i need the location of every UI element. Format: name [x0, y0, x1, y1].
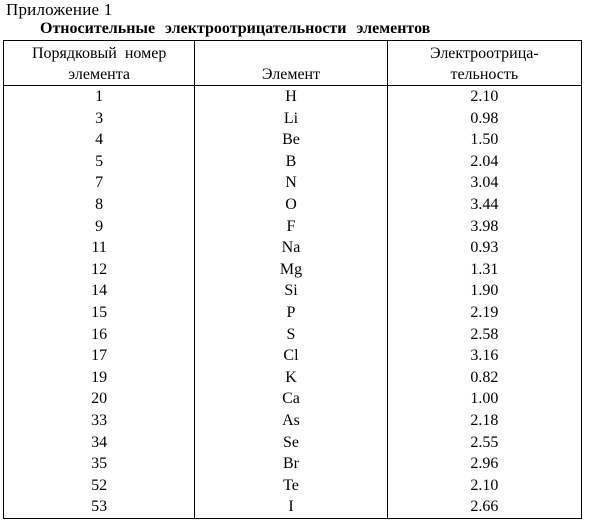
cell-atomic-number: 35: [4, 453, 195, 475]
cell-element-symbol: S: [195, 324, 387, 346]
table-row: [4, 345, 582, 367]
cell-atomic-number: 16: [4, 324, 195, 346]
cell-atomic-number: 5: [4, 151, 195, 173]
table-row: [4, 324, 582, 346]
cell-atomic-number: 11: [4, 237, 195, 259]
cell-atomic-number: 15: [4, 302, 195, 324]
cell-element-symbol: Si: [195, 280, 387, 302]
table-row: [4, 108, 582, 130]
cell-atomic-number: 19: [4, 367, 195, 389]
cell-element-symbol: B: [195, 151, 387, 173]
cell-element-symbol: Na: [195, 237, 387, 259]
cell-element-symbol: O: [195, 194, 387, 216]
cell-atomic-number: 7: [4, 172, 195, 194]
cell-element-symbol: P: [195, 302, 387, 324]
table-row: [4, 453, 582, 475]
cell-atomic-number: 53: [4, 496, 195, 518]
table-row: [4, 194, 582, 216]
column-header-number-line1: Порядковый номер: [31, 45, 167, 62]
cell-element-symbol: K: [195, 367, 387, 389]
cell-atomic-number: 52: [4, 475, 195, 497]
cell-electronegativity: 3.98: [387, 216, 581, 238]
cell-electronegativity: 1.90: [387, 280, 581, 302]
table-row: [4, 410, 582, 432]
cell-atomic-number: 14: [4, 280, 195, 302]
table-row: [4, 86, 582, 108]
cell-electronegativity: 2.96: [387, 453, 581, 475]
cell-electronegativity: 1.00: [387, 388, 581, 410]
table-row: [4, 129, 582, 151]
cell-electronegativity: 0.82: [387, 367, 581, 389]
cell-electronegativity: 2.66: [387, 496, 581, 518]
cell-electronegativity: 3.16: [387, 345, 581, 367]
cell-element-symbol: Cl: [195, 345, 387, 367]
cell-electronegativity: 0.98: [387, 108, 581, 130]
cell-element-symbol: Li: [195, 108, 387, 130]
cell-atomic-number: 20: [4, 388, 195, 410]
cell-electronegativity: 2.10: [387, 86, 581, 108]
column-header-en-line2: тельность: [450, 66, 519, 83]
cell-element-symbol: N: [195, 172, 387, 194]
column-header-number-line2: элемента: [68, 66, 131, 83]
column-header-en-line1: Электроотрица-: [429, 45, 539, 62]
table-row: [4, 302, 582, 324]
cell-element-symbol: Ca: [195, 388, 387, 410]
cell-electronegativity: 1.50: [387, 129, 581, 151]
cell-element-symbol: Be: [195, 129, 387, 151]
cell-atomic-number: 9: [4, 216, 195, 238]
cell-electronegativity: 2.19: [387, 302, 581, 324]
cell-atomic-number: 4: [4, 129, 195, 151]
cell-atomic-number: 3: [4, 108, 195, 130]
cell-atomic-number: 33: [4, 410, 195, 432]
cell-element-symbol: F: [195, 216, 387, 238]
table-row: [4, 172, 582, 194]
cell-element-symbol: Mg: [195, 259, 387, 281]
table-title: Относительные электроотрицательности элементов: [40, 20, 431, 37]
cell-atomic-number: 1: [4, 86, 195, 108]
cell-electronegativity: 2.18: [387, 410, 581, 432]
cell-element-symbol: As: [195, 410, 387, 432]
table-row: [4, 475, 582, 497]
cell-electronegativity: 2.10: [387, 475, 581, 497]
electronegativity-table: [3, 40, 582, 519]
cell-element-symbol: I: [195, 496, 387, 518]
column-header-electronegativity: [387, 41, 581, 86]
cell-electronegativity: 0.93: [387, 237, 581, 259]
cell-electronegativity: 2.55: [387, 432, 581, 454]
column-header-element: Элемент: [195, 41, 387, 86]
table-row: [4, 432, 582, 454]
table-row: [4, 237, 582, 259]
cell-atomic-number: 34: [4, 432, 195, 454]
cell-electronegativity: 2.04: [387, 151, 581, 173]
cell-element-symbol: Te: [195, 475, 387, 497]
table-row: [4, 280, 582, 302]
cell-atomic-number: 12: [4, 259, 195, 281]
electronegativity-table-container: [3, 40, 582, 519]
table-row: [4, 388, 582, 410]
cell-atomic-number: 17: [4, 345, 195, 367]
cell-atomic-number: 8: [4, 194, 195, 216]
cell-electronegativity: 1.31: [387, 259, 581, 281]
cell-electronegativity: 3.44: [387, 194, 581, 216]
table-row: [4, 367, 582, 389]
table-row: [4, 151, 582, 173]
table-row: [4, 496, 582, 518]
cell-element-symbol: Br: [195, 453, 387, 475]
table-body: [4, 86, 582, 519]
appendix-label: Приложение 1: [6, 0, 113, 19]
cell-element-symbol: Se: [195, 432, 387, 454]
column-header-number: [4, 41, 195, 86]
cell-electronegativity: 3.04: [387, 172, 581, 194]
cell-element-symbol: H: [195, 86, 387, 108]
table-row: [4, 259, 582, 281]
cell-electronegativity: 2.58: [387, 324, 581, 346]
table-row: [4, 216, 582, 238]
table-header-row: [4, 41, 582, 86]
